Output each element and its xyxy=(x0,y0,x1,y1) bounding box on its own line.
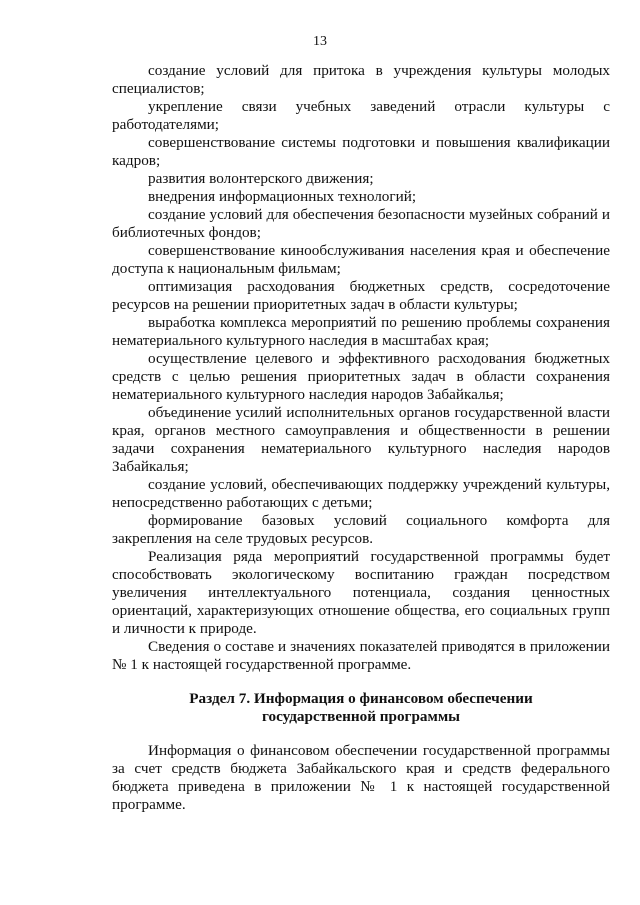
paragraph-joint-efforts: объединение усилий исполнительных органов государственной власти края, органов местного самоуправления и общественности в решении задачи сохранения нематериального культурного наследия народов Забайкалья; xyxy=(112,404,610,475)
paragraph-employers: укрепление связи учебных заведений отрасли культуры с работодателями; xyxy=(112,98,610,133)
paragraph-target-spending: осуществление целевого и эффективного расходования бюджетных средств с целью решения приоритетных задач в области сохранения нематериального культурного наследия народов Забайкалья; xyxy=(112,350,610,403)
paragraph-ecological-education: Реализация ряда мероприятий государственной программы будет способствовать экологическому воспитанию граждан посредством увеличения интеллектуального потенциала, создания ценностных ориентаций, характеризующих отношение общества, его социальных групп и личности к природе. xyxy=(112,548,610,637)
paragraph-volunteer: развития волонтерского движения; xyxy=(148,170,374,187)
paragraph-heritage-measures: выработка комплекса мероприятий по решению проблемы сохранения нематериального культурного наследия в масштабах края; xyxy=(112,314,610,349)
paragraph-museum-safety: создание условий для обеспечения безопасности музейных собраний и библиотечных фондов; xyxy=(112,206,610,241)
page-number: 13 xyxy=(313,34,327,49)
section-7-heading: Раздел 7. Информация о финансовом обеспечении государственной программы xyxy=(189,690,533,725)
section-spacer xyxy=(112,674,610,690)
paragraph-budget-optimization: оптимизация расходования бюджетных средств, сосредоточение ресурсов на решении приоритетных задач в области культуры; xyxy=(112,278,610,313)
paragraph-children-support: создание условий, обеспечивающих поддержку учреждений культуры, непосредственно работающих с детьми; xyxy=(112,476,610,511)
section-spacer xyxy=(112,726,610,742)
paragraph-cinema: совершенствование кинообслуживания населения края и обеспечение доступа к национальным фильмам; xyxy=(112,242,610,277)
paragraph-rural-comfort: формирование базовых условий социального комфорта для закрепления на селе трудовых ресурсов. xyxy=(112,512,610,547)
document-body xyxy=(112,62,610,814)
paragraph-info-tech: внедрения информационных технологий; xyxy=(148,188,417,205)
paragraph-indicators: Сведения о составе и значениях показателей приводятся в приложении № 1 к настоящей государственной программе. xyxy=(112,638,610,673)
paragraph-young-specialists: создание условий для притока в учреждения культуры молодых специалистов; xyxy=(112,62,610,97)
paragraph-training-system: совершенствование системы подготовки и повышения квалификации кадров; xyxy=(112,134,610,169)
paragraph-financing-info: Информация о финансовом обеспечении государственной программы за счет средств бюджета Забайкальского края и средств федерального бюджета приведена в приложении № 1 к настоящей государственной программе. xyxy=(112,742,610,813)
